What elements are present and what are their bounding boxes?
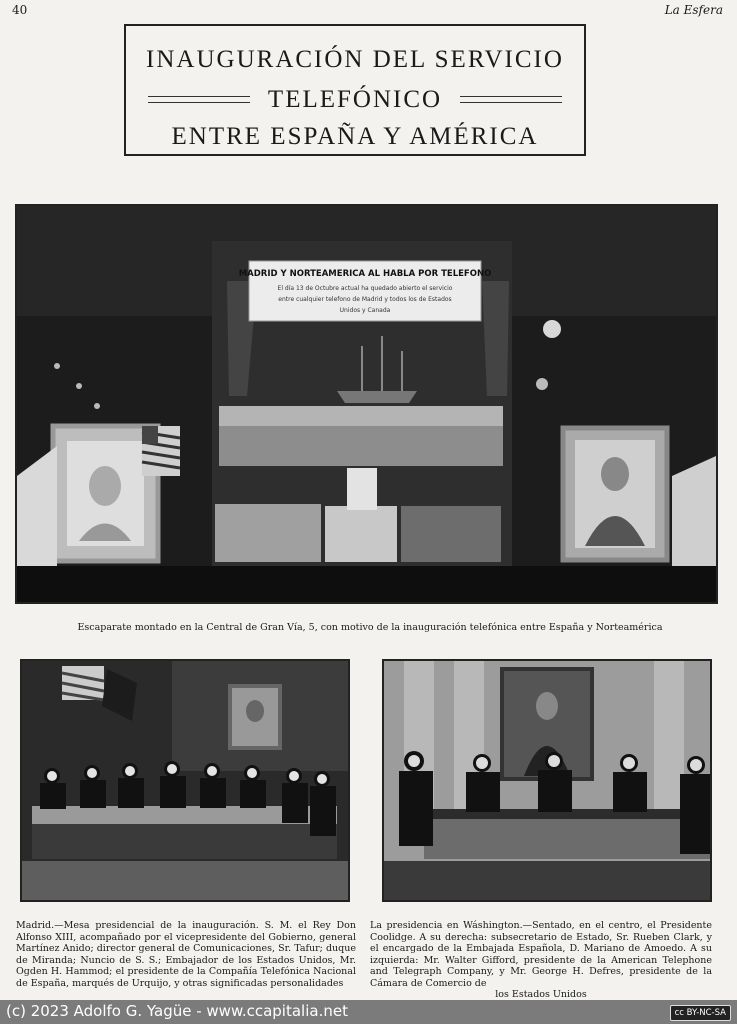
- title-line-2: TELEFÓNICO: [267, 86, 443, 113]
- article-title-box: [124, 24, 586, 156]
- magazine-name: La Esfera: [664, 3, 723, 17]
- washington-caption-last-line: los Estados Unidos: [495, 989, 587, 1000]
- washington-caption-text: La presidencia en Wáshington.—Sentado, en el centro, el Presidente Coolidge. A su derecha: subsecretario de Estado, Sr. Rueben Clark, y el encargado de la Embajada Española, D. Mariano de Amoedo. A su izquierda: Mr. Walter Gifford, presidente de la American Telephone and Telegraph Company, y Mr. George H. Defres, presidente de la Cámara de Comercio de: [370, 920, 712, 989]
- page-number: 40: [12, 3, 28, 17]
- title-rule-right: [460, 96, 562, 103]
- sign-line-3: Unidos y Canada: [339, 307, 391, 314]
- title-line-3: ENTRE ESPAÑA Y AMÉRICA: [171, 123, 539, 150]
- copyright-credit: (c) 2023 Adolfo G. Yagüe - www.ccapitalia.net: [6, 1002, 348, 1020]
- title-line-1: INAUGURACIÓN DEL SERVICIO: [146, 46, 564, 73]
- sign-line-2: entre cualquier telefono de Madrid y todos los de Estados: [278, 296, 452, 303]
- main-photo-caption: Escaparate montado en la Central de Gran Vía, 5, con motivo de la inauguración telefónica entre España y Norteamérica: [77, 622, 663, 633]
- washington-caption: [370, 920, 712, 1001]
- sign-title: MADRID Y NORTEAMERICA AL HABLA POR TELEFONO: [238, 269, 492, 279]
- copyright-footer: [0, 1000, 737, 1024]
- shop-window-photo: [15, 204, 718, 604]
- washington-photo: [382, 659, 712, 902]
- sign-line-1: El día 13 de Octubre actual ha quedado abierto el servicio: [277, 285, 453, 292]
- madrid-caption: Madrid.—Mesa presidencial de la inauguración. S. M. el Rey Don Alfonso XIII, acompañado por el vicepresidente del Gobierno, general Martínez Anido; director general de Comunicaciones, Sr. Tafur; duque de Miranda; Nuncio de S. S.; Embajador de los Estados Unidos, Mr. Ogden H. Hammod; el presidente de la Compañía Telefónica Nacional de España, marqués de Urquijo, y otras significadas personalidades: [16, 920, 356, 989]
- cc-license-badge: cc BY-NC-SA: [670, 1005, 731, 1021]
- madrid-table-photo: [20, 659, 350, 902]
